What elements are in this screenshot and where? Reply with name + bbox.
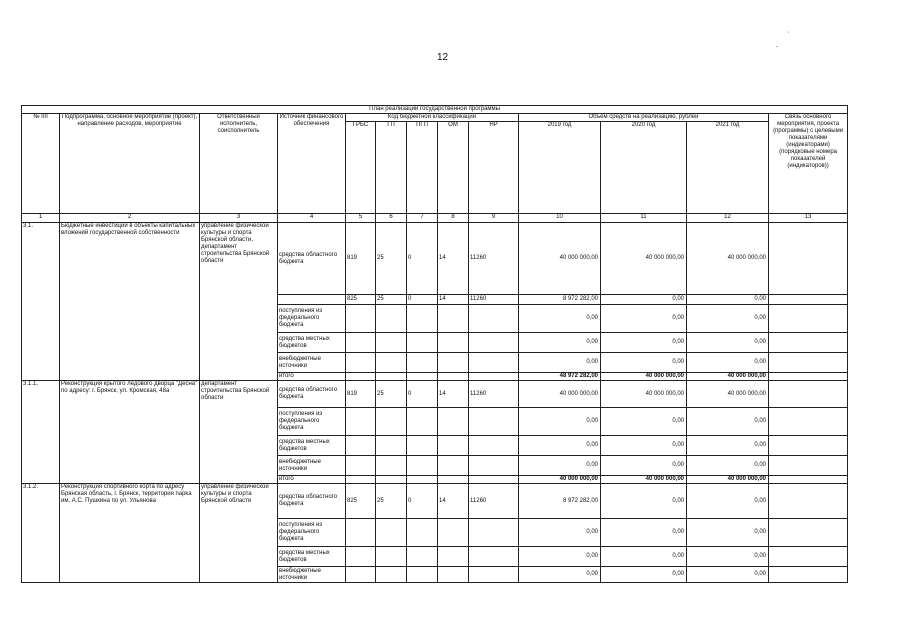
row-om [438, 456, 469, 476]
row-responsible: управление физической культуры и спорта Брянской области [200, 484, 278, 583]
row-grbs [346, 333, 376, 353]
row-link [769, 456, 848, 476]
row-2019: 0,00 [519, 305, 601, 333]
row-grbs [346, 567, 376, 583]
row-2020: 40 000 000,00 [601, 381, 687, 408]
row-link [769, 223, 848, 295]
col-number: 5 [346, 214, 376, 223]
row-grbs [346, 519, 376, 547]
col-number: 1 [22, 214, 60, 223]
header-om: ОМ [438, 122, 469, 214]
row-source: внебюджетные источники [278, 456, 346, 476]
row-om [438, 305, 469, 333]
row-link [769, 484, 848, 519]
row-2020: 40 000 000,00 [601, 373, 687, 381]
row-om [438, 476, 469, 484]
row-source: средства областного бюджета [278, 484, 346, 519]
row-link [769, 567, 848, 583]
row-2020: 0,00 [601, 295, 687, 305]
row-2019: 40 000 000,00 [519, 476, 601, 484]
row-link [769, 436, 848, 456]
row-2020: 0,00 [601, 519, 687, 547]
row-gp [376, 353, 407, 373]
row-gp [376, 567, 407, 583]
row-2019: 8 972 282,00 [519, 484, 601, 519]
row-nr: 11260 [469, 295, 519, 305]
header-name: Подпрограмма, основное мероприятие (проект), направление расходов, мероприятие [60, 114, 200, 214]
row-source: средства областного бюджета [278, 381, 346, 408]
row-nr [469, 333, 519, 353]
row-gp [376, 519, 407, 547]
row-source: внебюджетные источники [278, 567, 346, 583]
header-gp: ГП [376, 122, 407, 214]
row-2021: 0,00 [687, 456, 769, 476]
table-row [22, 381, 848, 408]
row-2021: 40 000 000,00 [687, 476, 769, 484]
row-pgp [407, 305, 438, 333]
row-2021: 0,00 [687, 519, 769, 547]
row-2019: 0,00 [519, 456, 601, 476]
row-source: поступления из федерального бюджета [278, 305, 346, 333]
header-link: Связь основного мероприятия, проекта (программы) с целевыми показателями (индикаторами) (порядковые номера показателей (индикаторов)) [769, 114, 848, 214]
col-number: 3 [200, 214, 278, 223]
row-pgp: 0 [407, 295, 438, 305]
row-2019: 0,00 [519, 519, 601, 547]
row-gp [376, 408, 407, 436]
header-code-group: Код бюджетной классификации [346, 114, 519, 122]
row-2021: 0,00 [687, 333, 769, 353]
scan-mark: ' [788, 32, 790, 38]
row-2020: 40 000 000,00 [601, 476, 687, 484]
row-2019: 0,00 [519, 547, 601, 567]
row-2021: 0,00 [687, 547, 769, 567]
row-pgp [407, 567, 438, 583]
row-nr [469, 373, 519, 381]
row-responsible: управление физической культуры и спорта Брянской области, департамент строительства Брянской области [200, 223, 278, 381]
row-grbs: 819 [346, 381, 376, 408]
row-2021: 0,00 [687, 484, 769, 519]
row-grbs: 825 [346, 295, 376, 305]
row-pgp [407, 353, 438, 373]
row-source: средства местных бюджетов [278, 333, 346, 353]
table-body [22, 223, 848, 583]
row-2021: 0,00 [687, 567, 769, 583]
header-2021: 2021 год [687, 122, 769, 214]
row-2019: 0,00 [519, 408, 601, 436]
row-source: поступления из федерального бюджета [278, 408, 346, 436]
row-om: 14 [438, 295, 469, 305]
row-gp: 25 [376, 223, 407, 295]
row-2020: 0,00 [601, 408, 687, 436]
column-number-row [22, 214, 848, 223]
row-grbs [346, 353, 376, 373]
row-gp: 25 [376, 295, 407, 305]
row-pgp [407, 408, 438, 436]
col-number: 12 [687, 214, 769, 223]
row-grbs [346, 476, 376, 484]
row-gp: 25 [376, 484, 407, 519]
row-2021: 40 000 000,00 [687, 223, 769, 295]
row-link [769, 476, 848, 484]
row-source: поступления из федерального бюджета [278, 519, 346, 547]
header-2020: 2020 год [601, 122, 687, 214]
row-link [769, 295, 848, 305]
row-2021: 0,00 [687, 408, 769, 436]
row-name: Реконструкция крытого ледового дворца "Десна" по адресу: г. Брянск, ул. Кромская, 48а [60, 381, 200, 484]
row-number: 3.1. [22, 223, 60, 381]
row-grbs: 819 [346, 223, 376, 295]
row-om [438, 547, 469, 567]
row-nr [469, 476, 519, 484]
row-om [438, 353, 469, 373]
row-pgp [407, 547, 438, 567]
row-number: 3.1.2. [22, 484, 60, 583]
row-link [769, 519, 848, 547]
row-source: итого [278, 476, 346, 484]
row-2021: 0,00 [687, 353, 769, 373]
row-pgp [407, 373, 438, 381]
row-nr [469, 456, 519, 476]
row-2019: 48 972 282,00 [519, 373, 601, 381]
row-om: 14 [438, 223, 469, 295]
row-om [438, 436, 469, 456]
col-number: 2 [60, 214, 200, 223]
header-responsible: Ответственный исполнитель, соисполнитель [200, 114, 278, 214]
row-gp [376, 436, 407, 456]
program-plan-table [21, 105, 848, 583]
row-gp [376, 456, 407, 476]
row-2021: 0,00 [687, 305, 769, 333]
row-2020: 0,00 [601, 305, 687, 333]
row-pgp [407, 519, 438, 547]
page-number: 12 [436, 52, 449, 63]
col-number: 9 [469, 214, 519, 223]
row-grbs [346, 305, 376, 333]
row-source: средства местных бюджетов [278, 547, 346, 567]
row-2019: 8 972 282,00 [519, 295, 601, 305]
row-link [769, 373, 848, 381]
row-gp [376, 547, 407, 567]
col-number: 4 [278, 214, 346, 223]
row-2019: 0,00 [519, 567, 601, 583]
row-2020: 0,00 [601, 353, 687, 373]
row-2021: 40 000 000,00 [687, 373, 769, 381]
row-om [438, 333, 469, 353]
header-volume-group: Объём средств на реализацию, рублей [519, 114, 769, 122]
row-link [769, 333, 848, 353]
row-2021: 0,00 [687, 436, 769, 456]
table-title: План реализации государственной программы [22, 106, 848, 114]
row-2019: 0,00 [519, 333, 601, 353]
row-nr [469, 408, 519, 436]
row-2020: 0,00 [601, 567, 687, 583]
scan-mark: - [776, 44, 778, 50]
row-grbs: 825 [346, 484, 376, 519]
row-grbs [346, 456, 376, 476]
row-link [769, 305, 848, 333]
row-name: Бюджетные инвестиции в объекты капитальных вложений государственной собственности [60, 223, 200, 381]
col-number: 11 [601, 214, 687, 223]
row-gp [376, 373, 407, 381]
header-nr: НР [469, 122, 519, 214]
row-2020: 0,00 [601, 456, 687, 476]
row-om [438, 519, 469, 547]
row-source: средства областного бюджета [278, 223, 346, 295]
row-nr [469, 353, 519, 373]
row-om [438, 373, 469, 381]
row-grbs [346, 373, 376, 381]
row-2019: 0,00 [519, 436, 601, 456]
row-2019: 0,00 [519, 353, 601, 373]
row-pgp [407, 333, 438, 353]
row-pgp [407, 436, 438, 456]
row-link [769, 381, 848, 408]
row-2020: 0,00 [601, 436, 687, 456]
row-nr [469, 547, 519, 567]
col-number: 7 [407, 214, 438, 223]
row-source: внебюджетные источники [278, 353, 346, 373]
row-nr: 11260 [469, 223, 519, 295]
row-om: 14 [438, 381, 469, 408]
row-nr: 11260 [469, 484, 519, 519]
row-nr [469, 436, 519, 456]
row-gp [376, 476, 407, 484]
header-pgp: ПГП [407, 122, 438, 214]
header-grbs: ГРБС [346, 122, 376, 214]
row-om [438, 408, 469, 436]
row-2020: 0,00 [601, 547, 687, 567]
row-pgp [407, 476, 438, 484]
row-gp [376, 305, 407, 333]
row-nr [469, 305, 519, 333]
table-row [22, 223, 848, 295]
header-source: Источник финансового обеспечения [278, 114, 346, 214]
row-pgp: 0 [407, 381, 438, 408]
row-gp [376, 333, 407, 353]
col-number: 8 [438, 214, 469, 223]
row-name: Реконструкция спортивного корта по адресу Брянская область, г. Брянск, территория парка им. А.С. Пушкина по ул. Ульянова [60, 484, 200, 583]
row-source: итого [278, 373, 346, 381]
row-grbs [346, 547, 376, 567]
row-pgp [407, 456, 438, 476]
row-link [769, 353, 848, 373]
row-responsible: департамент строительства Брянской области [200, 381, 278, 484]
row-om [438, 567, 469, 583]
row-source: средства местных бюджетов [278, 436, 346, 456]
row-nr [469, 519, 519, 547]
row-pgp: 0 [407, 484, 438, 519]
row-link [769, 547, 848, 567]
row-2020: 0,00 [601, 333, 687, 353]
row-2020: 0,00 [601, 484, 687, 519]
header-2019: 2019 год [519, 122, 601, 214]
row-om: 14 [438, 484, 469, 519]
row-2019: 40 000 000,00 [519, 381, 601, 408]
row-grbs [346, 436, 376, 456]
row-2021: 40 000 000,00 [687, 381, 769, 408]
row-grbs [346, 408, 376, 436]
row-pgp: 0 [407, 223, 438, 295]
row-source [278, 295, 346, 305]
row-gp: 25 [376, 381, 407, 408]
row-number: 3.1.1. [22, 381, 60, 484]
row-nr: 11260 [469, 381, 519, 408]
row-2019: 40 000 000,00 [519, 223, 601, 295]
col-number: 6 [376, 214, 407, 223]
row-2020: 40 000 000,00 [601, 223, 687, 295]
row-2021: 0,00 [687, 295, 769, 305]
header-num: № пп [22, 114, 60, 214]
table-row [22, 484, 848, 519]
col-number: 13 [769, 214, 848, 223]
col-number: 10 [519, 214, 601, 223]
row-link [769, 408, 848, 436]
row-nr [469, 567, 519, 583]
